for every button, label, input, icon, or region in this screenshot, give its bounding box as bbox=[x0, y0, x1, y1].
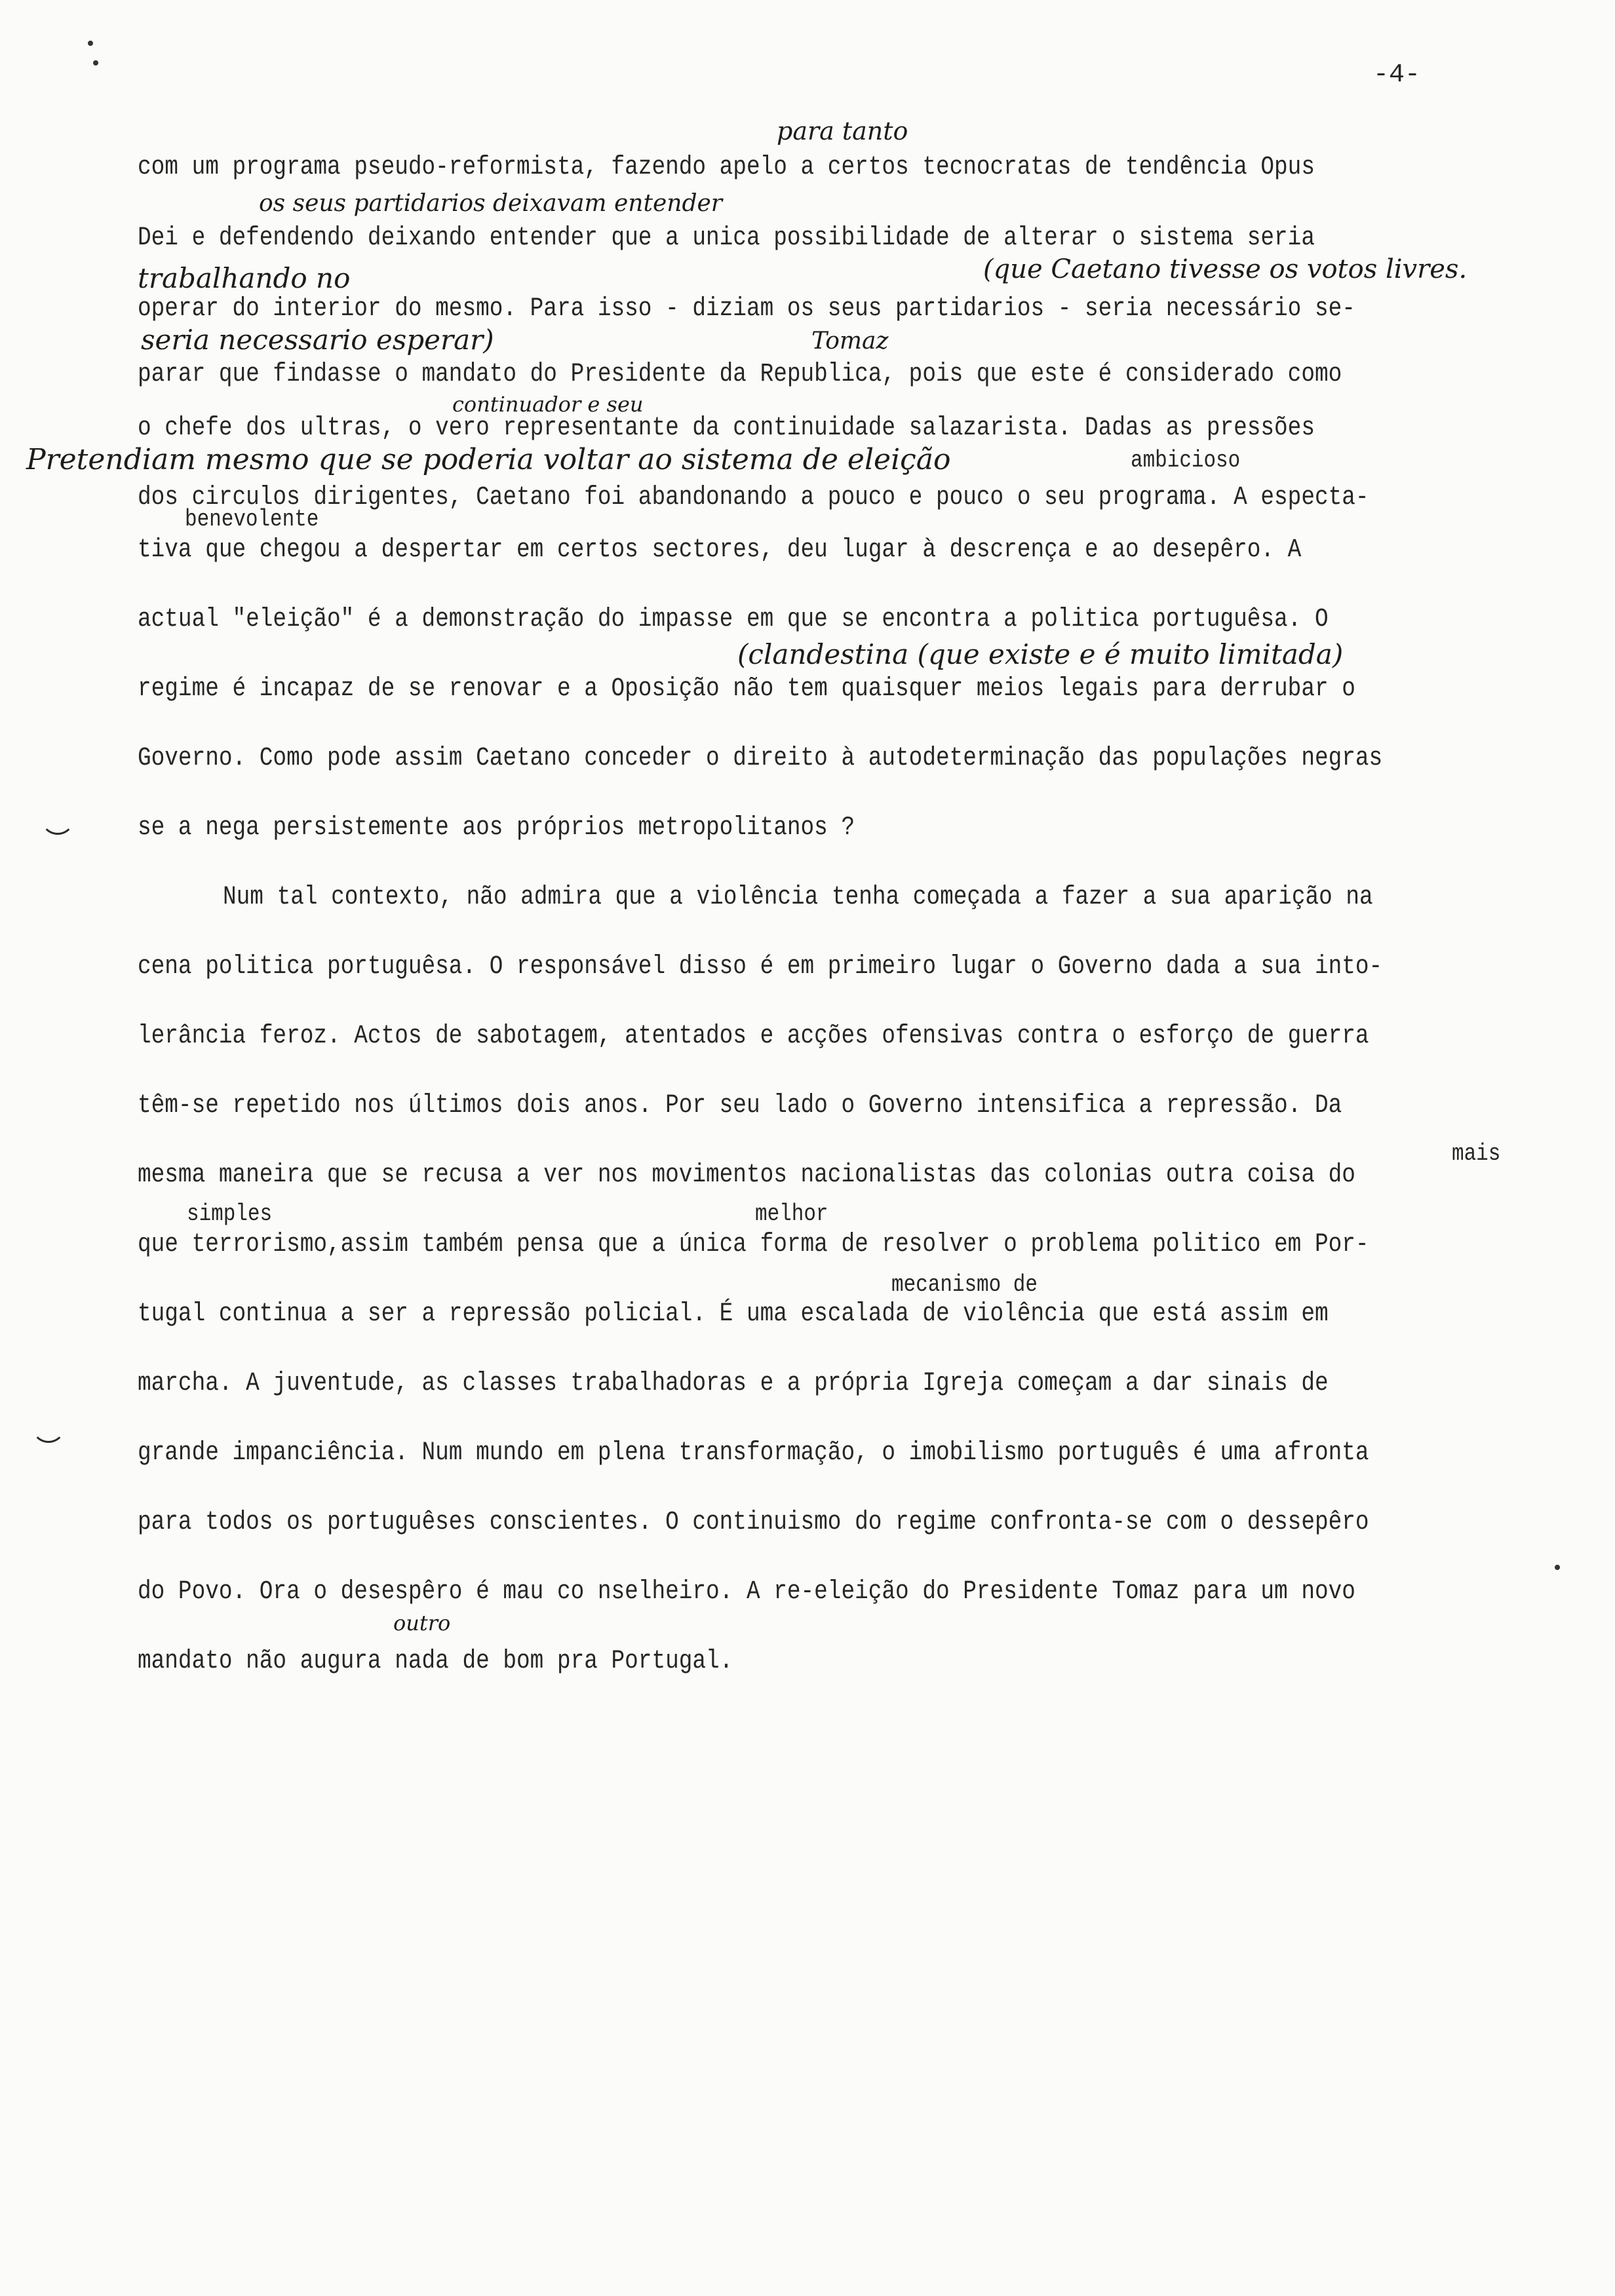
text-line: se a nega persistemente aos próprios metropolitanos ? bbox=[138, 813, 855, 843]
text-line: Num tal contexto, não admira que a violência tenha começada a fazer a sua aparição na bbox=[223, 883, 1373, 912]
handwritten-note: Pretendiam mesmo que se poderia voltar ao sistema de eleição bbox=[26, 443, 951, 476]
handwritten-note: para tanto bbox=[777, 117, 908, 145]
typed-insertion: simples bbox=[187, 1200, 273, 1227]
text-line: cena politica portuguêsa. O responsável disso é em primeiro lugar o Governo dada a sua into- bbox=[138, 952, 1383, 982]
handwritten-note: continuador e seu bbox=[452, 392, 644, 417]
text-line: operar do interior do mesmo. Para isso - diziam os seus partidarios - seria necessário se- bbox=[138, 294, 1355, 324]
text-line: com um programa pseudo-reformista, fazendo apelo a certos tecnocratas de tendência Opus bbox=[138, 153, 1315, 182]
text-line: tugal continua a ser a repressão policial. É uma escalada de violência que está assim em bbox=[138, 1299, 1329, 1329]
typed-insertion: benevolente bbox=[185, 506, 319, 533]
speck bbox=[88, 41, 93, 46]
text-line: Dei e defendendo deixando entender que a unica possibilidade de alterar o sistema seria bbox=[138, 223, 1315, 253]
text-line: grande impanciência. Num mundo em plena transformação, o imobilismo português é uma afronta bbox=[138, 1438, 1369, 1468]
handwritten-note: outro bbox=[393, 1611, 451, 1636]
handwritten-note: seria necessario esperar) bbox=[141, 324, 494, 356]
text-line: mesma maneira que se recusa a ver nos movimentos nacionalistas das colonias outra coisa do bbox=[138, 1160, 1355, 1190]
text-line: regime é incapaz de se renovar e a Oposição não tem quaisquer meios legais para derrubar o bbox=[138, 674, 1355, 704]
handwritten-note: trabalhando no bbox=[138, 262, 351, 294]
text-line: Governo. Como pode assim Caetano conceder o direito à autodeterminação das populações negras bbox=[138, 744, 1383, 773]
margin-mark bbox=[41, 801, 75, 835]
typed-insertion: melhor bbox=[755, 1200, 828, 1227]
speck bbox=[1555, 1565, 1560, 1570]
text-line: lerância feroz. Actos de sabotagem, atentados e acções ofensivas contra o esforço de guerra bbox=[138, 1022, 1369, 1051]
handwritten-note: (que Caetano tivesse os votos livres. bbox=[983, 254, 1468, 284]
handwritten-note: (clandestina (que existe e é muito limitada) bbox=[737, 638, 1344, 670]
page-number: -4- bbox=[1373, 60, 1421, 90]
handwritten-note: os seus partidarios deixavam entender bbox=[259, 190, 723, 217]
typed-insertion: ambicioso bbox=[1131, 447, 1241, 474]
text-line: parar que findasse o mandato do Presidente da Republica, pois que este é considerado como bbox=[138, 360, 1342, 389]
speck bbox=[93, 60, 98, 66]
text-line: que terrorismo,assim também pensa que a única forma de resolver o problema politico em Por- bbox=[138, 1230, 1369, 1259]
text-line: tiva que chegou a despertar em certos sectores, deu lugar à descrença e ao desepêro. A bbox=[138, 535, 1302, 565]
typed-insertion: mais bbox=[1452, 1140, 1501, 1167]
text-line: dos circulos dirigentes, Caetano foi abandonando a pouco e pouco o seu programa. A especta- bbox=[138, 483, 1369, 512]
text-line: mandato não augura nada de bom pra Portugal. bbox=[138, 1647, 733, 1676]
text-line: o chefe dos ultras, o vero representante da continuidade salazarista. Dadas as pressões bbox=[138, 413, 1315, 443]
margin-mark bbox=[31, 1409, 66, 1443]
text-line: para todos os portuguêses conscientes. O continuismo do regime confronta-se com o dessepêro bbox=[138, 1508, 1369, 1537]
text-line: do Povo. Ora o desespêro é mau co nselheiro. A re-eleição do Presidente Tomaz para um novo bbox=[138, 1577, 1355, 1607]
handwritten-note: Tomaz bbox=[811, 328, 889, 354]
text-line: marcha. A juventude, as classes trabalhadoras e a própria Igreja começam a dar sinais de bbox=[138, 1369, 1329, 1398]
text-line: actual "eleição" é a demonstração do impasse em que se encontra a politica portuguêsa. O bbox=[138, 605, 1329, 634]
typed-insertion: mecanismo de bbox=[891, 1271, 1038, 1298]
text-line: têm-se repetido nos últimos dois anos. Por seu lado o Governo intensifica a repressão. Da bbox=[138, 1091, 1342, 1120]
